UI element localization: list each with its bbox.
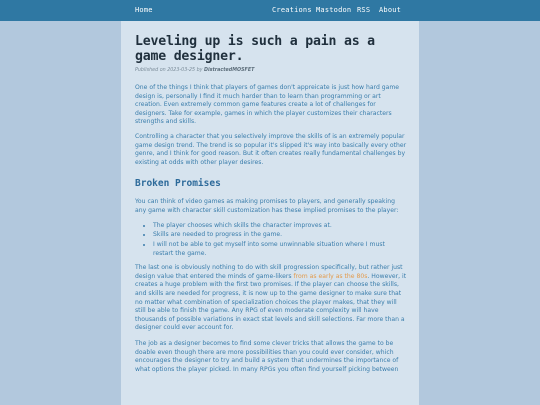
top-nav-bar xyxy=(0,0,540,21)
post-author[interactable]: DistractedMOSFET xyxy=(204,68,255,73)
article-content xyxy=(135,34,407,374)
nav-creations-link[interactable]: Creations xyxy=(272,6,312,14)
paragraph-trend: Controlling a character that you selectively improve the skills of is an extremely popular game design trend. The trend is so popular it's slipped it's way into basically every other genre, and I think for good reason. But it often creates really fundamental challenges by existing at odds with other player desires. xyxy=(135,132,407,166)
list-item: • The player chooses which skills the character improves at. xyxy=(153,222,407,231)
list-item: • Skills are needed to progress in the game. xyxy=(153,231,407,240)
paragraph-job: The job as a designer becomes to find some clever tricks that allows the game to be doable even though there are more possibilities than you could ever consider, which encourages the designer to try and build a system that undermines the importance of what options the player picked. In many RPGs you often find yourself picking between xyxy=(135,340,399,373)
paragraph-promises-intro: You can think of video games as making promises to players, and generally speaking any game with character skill customization has these implied promises to the player: xyxy=(135,198,399,214)
post-meta xyxy=(135,68,407,74)
paragraph-last-one xyxy=(135,264,407,333)
eighties-link[interactable]: from as early as the 80s xyxy=(293,272,368,280)
nav-rss-link[interactable]: RSS xyxy=(357,6,371,14)
article-container xyxy=(121,21,419,405)
nav-mastodon-link[interactable]: Mastodon xyxy=(316,6,352,14)
section-heading: Broken Promises xyxy=(135,178,221,190)
promises-list xyxy=(135,222,407,259)
paragraph-intro: One of the things I think that players of games don't appreicate is just how hard game design is, personally I find it much harder than to learn than programming or art creation. Even extremely common game features create a lot of challenges for designers. Take for example, games in which the player customizes their characters strengths and skills. xyxy=(135,84,400,126)
paragraph-last-one-text: The last one is obviously nothing to do with skill progression specifically, but rather just design value that entered the minds of game-likers xyxy=(135,264,403,280)
post-title: Leveling up is such a pain as a game designer. xyxy=(135,34,375,64)
post-date: Published on 2023-03-25 by xyxy=(135,68,203,73)
nav-home-link[interactable]: Home xyxy=(135,6,153,14)
paragraph-last-one-rest: . However, it creates a huge problem with the first two promises. If the player can choose the skills, and skills are needed for progress, it is now up to the game designer to make sure that no matter what combination of specialization choices the player makes, that they will still be able to finish the game. Any RPG of even moderate complexity will have thousands of possible variations in exact stat levels and skill selections. Far more than a designer could ever account for. xyxy=(135,272,407,332)
nav-about-link[interactable]: About xyxy=(379,6,402,14)
list-item: • I will not be able to get myself into some unwinnable situation where I must restart the game. xyxy=(153,241,407,258)
